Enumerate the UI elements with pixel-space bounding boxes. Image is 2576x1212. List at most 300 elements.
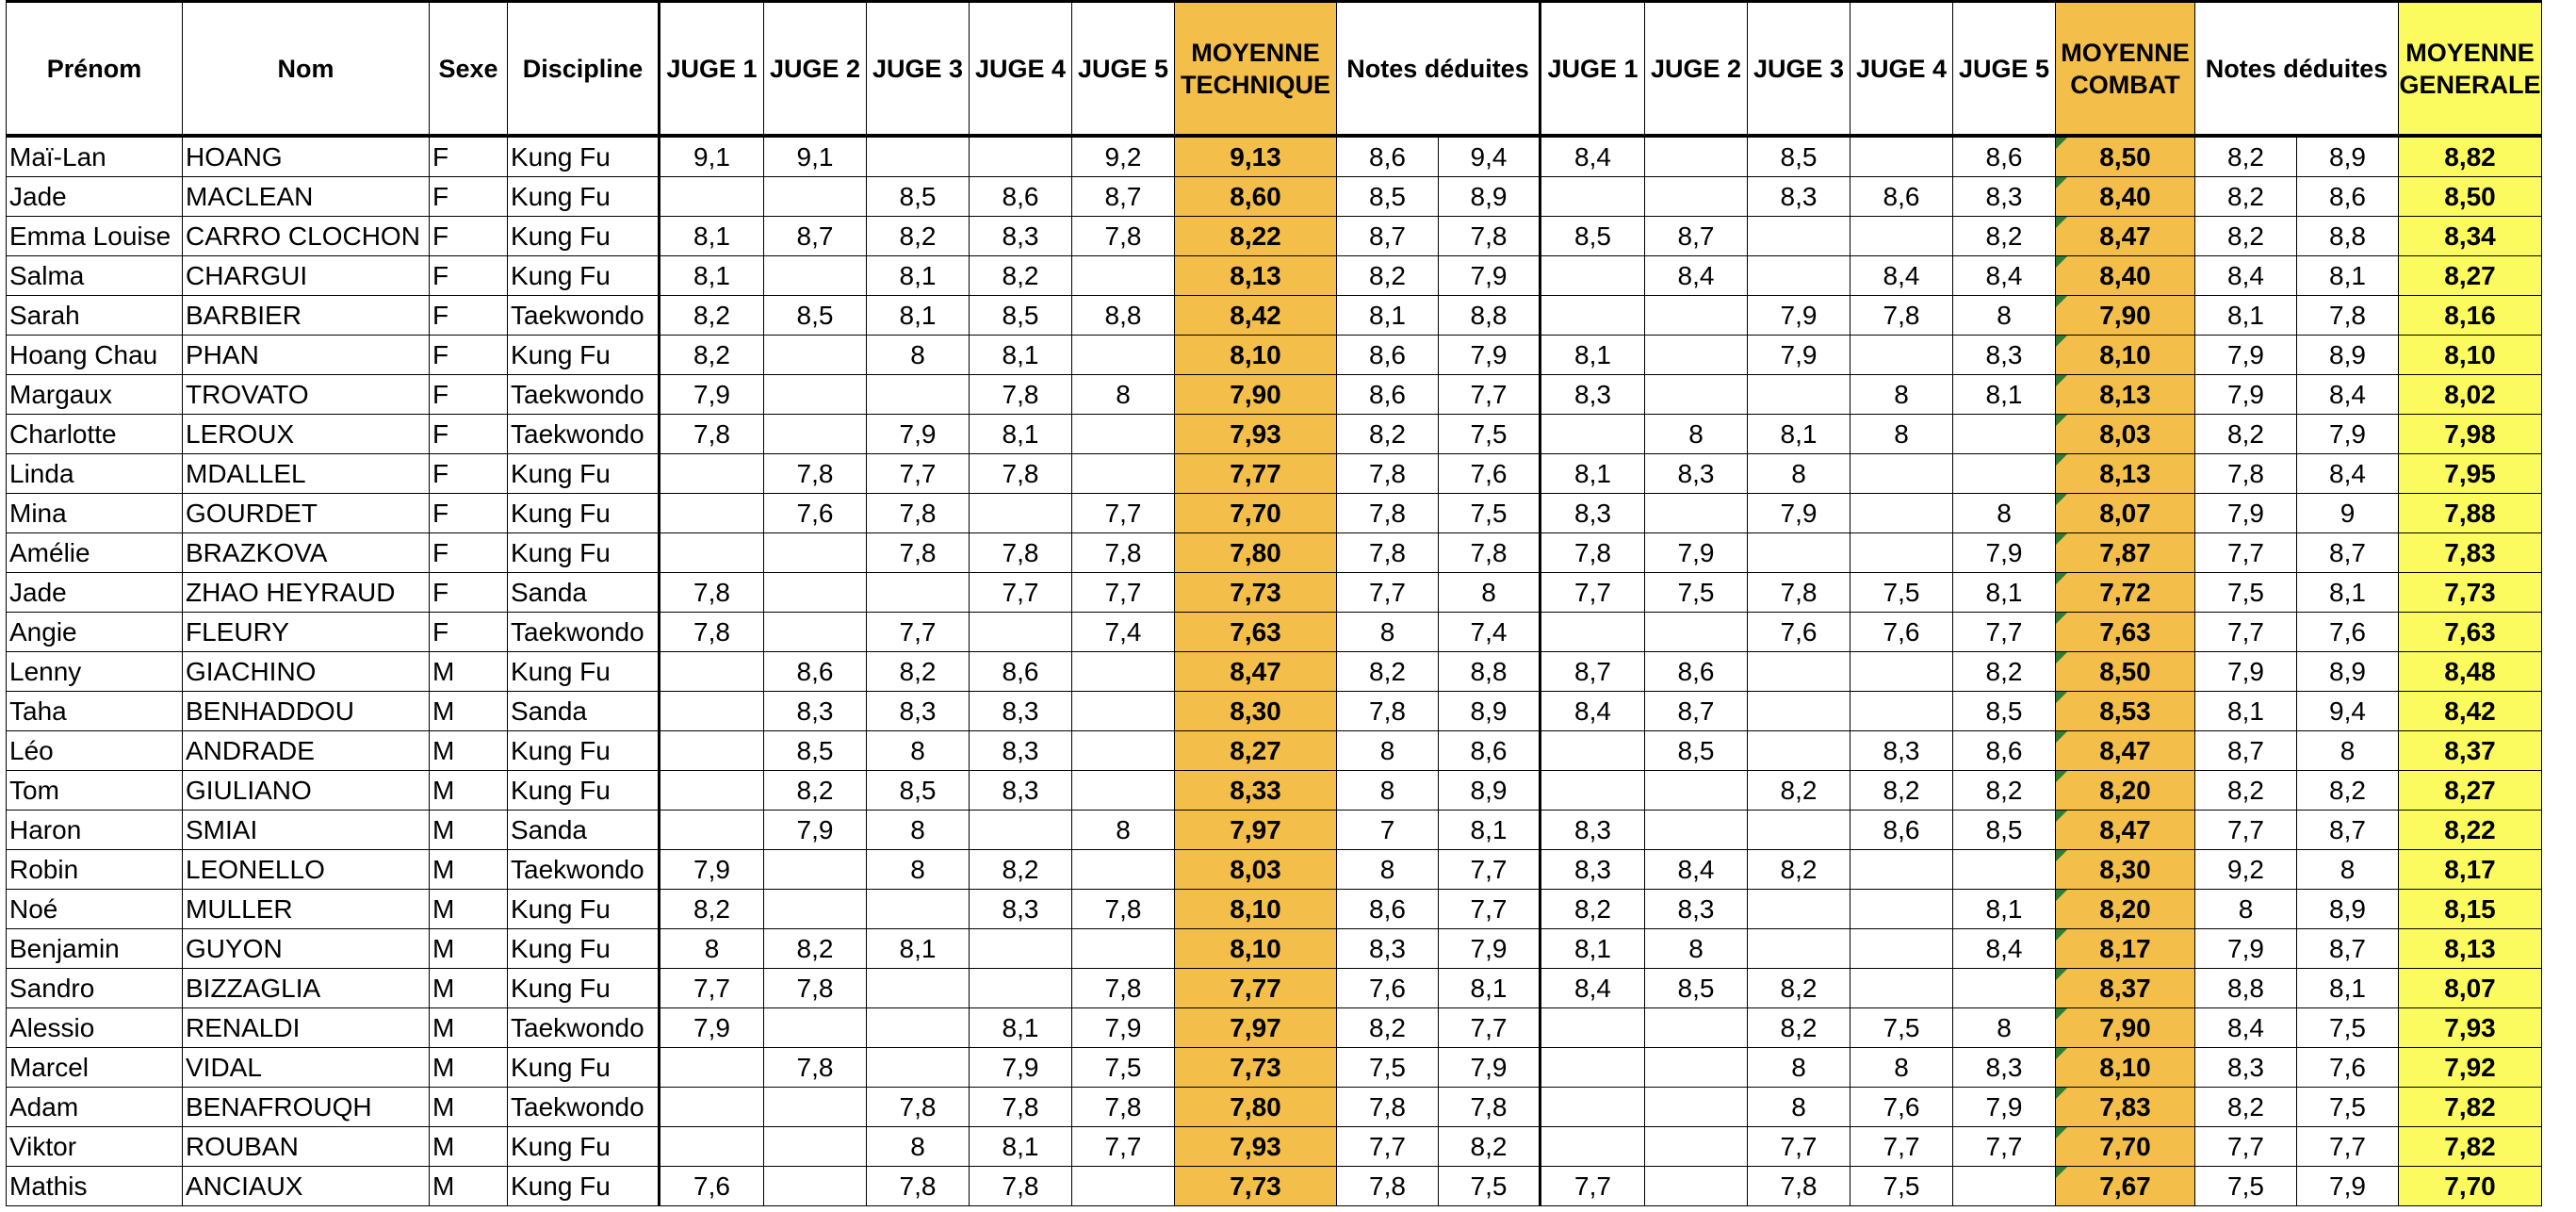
cell-tech-juge-3[interactable]: 7,9 — [867, 415, 970, 454]
cell-sexe[interactable]: M — [430, 652, 508, 692]
cell-tech-juge-1[interactable] — [660, 494, 764, 533]
cell-tech-juge-2[interactable] — [764, 533, 867, 573]
cell-combat-juge-2[interactable]: 8,6 — [1645, 652, 1748, 692]
cell-deduite-tech-1[interactable]: 7,8 — [1337, 494, 1439, 533]
cell-combat-juge-5[interactable]: 7,7 — [1953, 1127, 2056, 1167]
cell-prenom[interactable]: Emma Louise — [7, 217, 183, 256]
cell-moyenne-generale[interactable]: 8,27 — [2399, 771, 2542, 811]
cell-deduite-combat-1[interactable]: 7,9 — [2195, 929, 2297, 969]
cell-tech-juge-2[interactable]: 8,2 — [764, 771, 867, 811]
cell-sexe[interactable]: M — [430, 1088, 508, 1127]
cell-deduite-combat-2[interactable]: 8 — [2297, 731, 2399, 771]
cell-deduite-tech-1[interactable]: 7 — [1337, 811, 1439, 850]
cell-tech-juge-2[interactable]: 7,8 — [764, 1048, 867, 1088]
cell-deduite-tech-2[interactable]: 7,7 — [1439, 1008, 1541, 1048]
cell-tech-juge-1[interactable]: 7,7 — [660, 969, 764, 1008]
cell-deduite-tech-1[interactable]: 8 — [1337, 613, 1439, 652]
cell-combat-juge-3[interactable]: 8 — [1748, 454, 1850, 494]
cell-combat-juge-4[interactable] — [1850, 652, 1953, 692]
cell-combat-juge-1[interactable]: 8,4 — [1541, 969, 1645, 1008]
cell-deduite-tech-2[interactable]: 7,5 — [1439, 1167, 1541, 1206]
cell-discipline[interactable]: Taekwondo — [508, 850, 660, 890]
cell-combat-juge-4[interactable] — [1850, 494, 1953, 533]
cell-combat-juge-5[interactable]: 8,2 — [1953, 652, 2056, 692]
cell-tech-juge-1[interactable] — [660, 692, 764, 731]
cell-tech-juge-1[interactable]: 8,2 — [660, 890, 764, 929]
cell-tech-juge-5[interactable] — [1072, 850, 1175, 890]
cell-tech-juge-1[interactable] — [660, 533, 764, 573]
cell-moyenne-technique[interactable]: 8,13 — [1175, 256, 1337, 296]
cell-moyenne-generale[interactable]: 7,82 — [2399, 1127, 2542, 1167]
cell-nom[interactable]: SMIAI — [183, 811, 430, 850]
cell-combat-juge-2[interactable]: 8,4 — [1645, 850, 1748, 890]
cell-nom[interactable]: MACLEAN — [183, 177, 430, 217]
cell-combat-juge-3[interactable] — [1748, 533, 1850, 573]
cell-deduite-tech-1[interactable]: 8,5 — [1337, 177, 1439, 217]
cell-discipline[interactable]: Kung Fu — [508, 929, 660, 969]
cell-nom[interactable]: ANCIAUX — [183, 1167, 430, 1206]
cell-sexe[interactable]: F — [430, 256, 508, 296]
cell-deduite-combat-2[interactable]: 8 — [2297, 850, 2399, 890]
cell-combat-juge-4[interactable] — [1850, 217, 1953, 256]
cell-tech-juge-4[interactable]: 8,6 — [970, 177, 1072, 217]
cell-deduite-tech-2[interactable]: 8,1 — [1439, 969, 1541, 1008]
cell-nom[interactable]: ZHAO HEYRAUD — [183, 573, 430, 613]
cell-tech-juge-5[interactable] — [1072, 652, 1175, 692]
cell-tech-juge-3[interactable]: 7,8 — [867, 533, 970, 573]
cell-deduite-tech-2[interactable]: 7,9 — [1439, 336, 1541, 375]
cell-tech-juge-4[interactable]: 7,8 — [970, 454, 1072, 494]
cell-sexe[interactable]: F — [430, 217, 508, 256]
cell-deduite-tech-1[interactable]: 8 — [1337, 731, 1439, 771]
cell-combat-juge-4[interactable]: 8 — [1850, 415, 1953, 454]
cell-deduite-tech-2[interactable]: 7,5 — [1439, 494, 1541, 533]
cell-sexe[interactable]: M — [430, 850, 508, 890]
cell-combat-juge-4[interactable] — [1850, 929, 1953, 969]
cell-deduite-tech-2[interactable]: 7,7 — [1439, 850, 1541, 890]
cell-moyenne-technique[interactable]: 8,10 — [1175, 929, 1337, 969]
cell-prenom[interactable]: Noé — [7, 890, 183, 929]
cell-tech-juge-2[interactable] — [764, 1127, 867, 1167]
cell-deduite-combat-2[interactable]: 8,4 — [2297, 454, 2399, 494]
cell-deduite-tech-1[interactable]: 7,8 — [1337, 1167, 1439, 1206]
cell-combat-juge-1[interactable]: 8,5 — [1541, 217, 1645, 256]
cell-moyenne-combat[interactable]: 8,40 — [2056, 256, 2195, 296]
cell-combat-juge-1[interactable]: 8,4 — [1541, 136, 1645, 177]
cell-discipline[interactable]: Sanda — [508, 811, 660, 850]
cell-discipline[interactable]: Kung Fu — [508, 454, 660, 494]
cell-deduite-combat-1[interactable]: 8,1 — [2195, 692, 2297, 731]
cell-combat-juge-4[interactable]: 7,7 — [1850, 1127, 1953, 1167]
cell-nom[interactable]: GIACHINO — [183, 652, 430, 692]
cell-nom[interactable]: TROVATO — [183, 375, 430, 415]
cell-tech-juge-3[interactable] — [867, 969, 970, 1008]
cell-prenom[interactable]: Mathis — [7, 1167, 183, 1206]
cell-moyenne-combat[interactable]: 7,63 — [2056, 613, 2195, 652]
cell-combat-juge-1[interactable] — [1541, 256, 1645, 296]
cell-deduite-combat-2[interactable]: 9 — [2297, 494, 2399, 533]
cell-tech-juge-1[interactable]: 8,2 — [660, 296, 764, 336]
cell-tech-juge-5[interactable] — [1072, 929, 1175, 969]
cell-prenom[interactable]: Benjamin — [7, 929, 183, 969]
cell-tech-juge-4[interactable]: 8,3 — [970, 217, 1072, 256]
cell-combat-juge-2[interactable] — [1645, 1088, 1748, 1127]
cell-deduite-combat-1[interactable]: 8,2 — [2195, 415, 2297, 454]
cell-moyenne-combat[interactable]: 8,20 — [2056, 771, 2195, 811]
cell-tech-juge-5[interactable] — [1072, 415, 1175, 454]
cell-nom[interactable]: GUYON — [183, 929, 430, 969]
cell-deduite-tech-1[interactable]: 7,8 — [1337, 454, 1439, 494]
cell-moyenne-technique[interactable]: 7,80 — [1175, 1088, 1337, 1127]
cell-tech-juge-2[interactable]: 7,9 — [764, 811, 867, 850]
cell-tech-juge-4[interactable]: 8,3 — [970, 890, 1072, 929]
cell-sexe[interactable]: F — [430, 573, 508, 613]
cell-tech-juge-3[interactable] — [867, 573, 970, 613]
cell-moyenne-combat[interactable]: 8,53 — [2056, 692, 2195, 731]
cell-combat-juge-4[interactable] — [1850, 692, 1953, 731]
cell-prenom[interactable]: Taha — [7, 692, 183, 731]
cell-deduite-tech-1[interactable]: 8,2 — [1337, 1008, 1439, 1048]
cell-discipline[interactable]: Kung Fu — [508, 1048, 660, 1088]
cell-combat-juge-5[interactable]: 8,4 — [1953, 256, 2056, 296]
cell-moyenne-combat[interactable]: 8,30 — [2056, 850, 2195, 890]
cell-combat-juge-1[interactable] — [1541, 1088, 1645, 1127]
cell-discipline[interactable]: Kung Fu — [508, 136, 660, 177]
cell-tech-juge-3[interactable]: 8 — [867, 336, 970, 375]
cell-sexe[interactable]: F — [430, 494, 508, 533]
cell-tech-juge-2[interactable] — [764, 177, 867, 217]
cell-deduite-tech-2[interactable]: 7,7 — [1439, 890, 1541, 929]
cell-combat-juge-1[interactable]: 8,3 — [1541, 494, 1645, 533]
cell-tech-juge-2[interactable] — [764, 415, 867, 454]
cell-deduite-tech-1[interactable]: 8,6 — [1337, 890, 1439, 929]
cell-moyenne-technique[interactable]: 7,73 — [1175, 573, 1337, 613]
cell-combat-juge-3[interactable] — [1748, 731, 1850, 771]
cell-deduite-combat-1[interactable]: 8,3 — [2195, 1048, 2297, 1088]
cell-moyenne-combat[interactable]: 8,37 — [2056, 969, 2195, 1008]
cell-combat-juge-2[interactable] — [1645, 811, 1748, 850]
cell-combat-juge-1[interactable]: 7,7 — [1541, 573, 1645, 613]
cell-prenom[interactable]: Haron — [7, 811, 183, 850]
cell-combat-juge-2[interactable] — [1645, 1048, 1748, 1088]
cell-combat-juge-3[interactable]: 7,9 — [1748, 336, 1850, 375]
cell-deduite-tech-1[interactable]: 8,6 — [1337, 375, 1439, 415]
cell-moyenne-combat[interactable]: 7,90 — [2056, 1008, 2195, 1048]
cell-prenom[interactable]: Robin — [7, 850, 183, 890]
cell-tech-juge-5[interactable]: 7,7 — [1072, 494, 1175, 533]
cell-moyenne-technique[interactable]: 7,73 — [1175, 1167, 1337, 1206]
cell-deduite-tech-1[interactable]: 8,6 — [1337, 136, 1439, 177]
cell-combat-juge-5[interactable]: 8,3 — [1953, 177, 2056, 217]
cell-tech-juge-1[interactable] — [660, 652, 764, 692]
cell-moyenne-technique[interactable]: 7,93 — [1175, 1127, 1337, 1167]
cell-tech-juge-3[interactable]: 8 — [867, 811, 970, 850]
cell-deduite-tech-2[interactable]: 8,1 — [1439, 811, 1541, 850]
cell-combat-juge-3[interactable]: 7,9 — [1748, 296, 1850, 336]
cell-prenom[interactable]: Margaux — [7, 375, 183, 415]
cell-moyenne-generale[interactable]: 7,88 — [2399, 494, 2542, 533]
cell-tech-juge-5[interactable] — [1072, 336, 1175, 375]
cell-tech-juge-1[interactable] — [660, 1048, 764, 1088]
cell-moyenne-generale[interactable]: 8,82 — [2399, 136, 2542, 177]
cell-tech-juge-5[interactable]: 8 — [1072, 811, 1175, 850]
cell-deduite-tech-2[interactable]: 8,9 — [1439, 771, 1541, 811]
cell-discipline[interactable]: Kung Fu — [508, 336, 660, 375]
cell-tech-juge-5[interactable]: 7,9 — [1072, 1008, 1175, 1048]
cell-moyenne-generale[interactable]: 8,27 — [2399, 256, 2542, 296]
cell-tech-juge-5[interactable]: 7,8 — [1072, 890, 1175, 929]
cell-combat-juge-5[interactable]: 8 — [1953, 296, 2056, 336]
cell-tech-juge-1[interactable]: 7,9 — [660, 1008, 764, 1048]
cell-tech-juge-5[interactable] — [1072, 692, 1175, 731]
cell-combat-juge-4[interactable]: 8 — [1850, 1048, 1953, 1088]
cell-sexe[interactable]: M — [430, 929, 508, 969]
cell-combat-juge-4[interactable]: 8,3 — [1850, 731, 1953, 771]
cell-combat-juge-1[interactable]: 8,1 — [1541, 336, 1645, 375]
cell-sexe[interactable]: F — [430, 296, 508, 336]
cell-combat-juge-2[interactable] — [1645, 771, 1748, 811]
cell-sexe[interactable]: F — [430, 415, 508, 454]
cell-deduite-tech-1[interactable]: 8,3 — [1337, 929, 1439, 969]
cell-tech-juge-4[interactable]: 8,2 — [970, 256, 1072, 296]
cell-moyenne-combat[interactable]: 7,67 — [2056, 1167, 2195, 1206]
cell-nom[interactable]: FLEURY — [183, 613, 430, 652]
cell-deduite-combat-2[interactable]: 8,6 — [2297, 177, 2399, 217]
cell-combat-juge-4[interactable]: 7,5 — [1850, 1008, 1953, 1048]
cell-combat-juge-3[interactable] — [1748, 256, 1850, 296]
cell-moyenne-combat[interactable]: 8,47 — [2056, 217, 2195, 256]
cell-deduite-tech-2[interactable]: 7,5 — [1439, 415, 1541, 454]
cell-moyenne-technique[interactable]: 8,27 — [1175, 731, 1337, 771]
cell-deduite-combat-2[interactable]: 8,1 — [2297, 573, 2399, 613]
cell-deduite-tech-2[interactable]: 8,8 — [1439, 652, 1541, 692]
cell-tech-juge-5[interactable] — [1072, 1167, 1175, 1206]
cell-tech-juge-1[interactable] — [660, 1088, 764, 1127]
cell-tech-juge-5[interactable]: 7,8 — [1072, 969, 1175, 1008]
cell-tech-juge-4[interactable]: 7,9 — [970, 1048, 1072, 1088]
cell-tech-juge-4[interactable] — [970, 929, 1072, 969]
cell-tech-juge-4[interactable]: 8,1 — [970, 1127, 1072, 1167]
cell-tech-juge-1[interactable]: 7,8 — [660, 613, 764, 652]
cell-tech-juge-5[interactable]: 8 — [1072, 375, 1175, 415]
cell-prenom[interactable]: Tom — [7, 771, 183, 811]
cell-tech-juge-4[interactable]: 7,7 — [970, 573, 1072, 613]
cell-nom[interactable]: GOURDET — [183, 494, 430, 533]
cell-moyenne-technique[interactable]: 8,22 — [1175, 217, 1337, 256]
cell-combat-juge-4[interactable]: 7,6 — [1850, 613, 1953, 652]
cell-deduite-tech-1[interactable]: 8,6 — [1337, 336, 1439, 375]
cell-moyenne-generale[interactable]: 8,48 — [2399, 652, 2542, 692]
cell-nom[interactable]: PHAN — [183, 336, 430, 375]
cell-tech-juge-3[interactable]: 8,1 — [867, 296, 970, 336]
cell-combat-juge-3[interactable] — [1748, 890, 1850, 929]
cell-discipline[interactable]: Kung Fu — [508, 771, 660, 811]
cell-deduite-tech-1[interactable]: 8,1 — [1337, 296, 1439, 336]
cell-nom[interactable]: MULLER — [183, 890, 430, 929]
cell-deduite-tech-2[interactable]: 9,4 — [1439, 136, 1541, 177]
cell-nom[interactable]: ROUBAN — [183, 1127, 430, 1167]
cell-combat-juge-1[interactable] — [1541, 1008, 1645, 1048]
cell-tech-juge-2[interactable]: 9,1 — [764, 136, 867, 177]
cell-nom[interactable]: HOANG — [183, 136, 430, 177]
cell-deduite-tech-2[interactable]: 8 — [1439, 573, 1541, 613]
cell-tech-juge-5[interactable]: 7,8 — [1072, 217, 1175, 256]
cell-combat-juge-1[interactable] — [1541, 177, 1645, 217]
cell-nom[interactable]: BENAFROUQH — [183, 1088, 430, 1127]
cell-nom[interactable]: GIULIANO — [183, 771, 430, 811]
cell-tech-juge-2[interactable]: 8,7 — [764, 217, 867, 256]
cell-deduite-tech-1[interactable]: 7,8 — [1337, 692, 1439, 731]
cell-deduite-tech-2[interactable]: 7,6 — [1439, 454, 1541, 494]
cell-combat-juge-3[interactable]: 7,8 — [1748, 1167, 1850, 1206]
cell-combat-juge-5[interactable]: 8,3 — [1953, 1048, 2056, 1088]
cell-tech-juge-3[interactable]: 8 — [867, 731, 970, 771]
cell-deduite-tech-1[interactable]: 7,8 — [1337, 1088, 1439, 1127]
cell-deduite-combat-1[interactable]: 7,9 — [2195, 652, 2297, 692]
cell-deduite-combat-2[interactable]: 8,4 — [2297, 375, 2399, 415]
cell-combat-juge-1[interactable]: 7,8 — [1541, 533, 1645, 573]
cell-prenom[interactable]: Léo — [7, 731, 183, 771]
cell-tech-juge-3[interactable]: 8,5 — [867, 177, 970, 217]
cell-nom[interactable]: BENHADDOU — [183, 692, 430, 731]
cell-moyenne-combat[interactable]: 8,10 — [2056, 1048, 2195, 1088]
cell-deduite-combat-1[interactable]: 8,1 — [2195, 296, 2297, 336]
cell-tech-juge-2[interactable] — [764, 375, 867, 415]
cell-discipline[interactable]: Taekwondo — [508, 415, 660, 454]
cell-moyenne-generale[interactable]: 8,13 — [2399, 929, 2542, 969]
cell-combat-juge-2[interactable]: 8,5 — [1645, 969, 1748, 1008]
cell-combat-juge-5[interactable]: 8,1 — [1953, 375, 2056, 415]
cell-tech-juge-3[interactable]: 7,7 — [867, 454, 970, 494]
cell-combat-juge-5[interactable] — [1953, 454, 2056, 494]
cell-tech-juge-2[interactable]: 7,6 — [764, 494, 867, 533]
cell-combat-juge-4[interactable]: 7,8 — [1850, 296, 1953, 336]
cell-deduite-combat-1[interactable]: 8,8 — [2195, 969, 2297, 1008]
cell-tech-juge-4[interactable]: 7,8 — [970, 1088, 1072, 1127]
cell-deduite-tech-1[interactable]: 7,8 — [1337, 533, 1439, 573]
cell-tech-juge-2[interactable] — [764, 573, 867, 613]
cell-moyenne-generale[interactable]: 8,42 — [2399, 692, 2542, 731]
cell-nom[interactable]: ANDRADE — [183, 731, 430, 771]
cell-deduite-combat-2[interactable]: 9,4 — [2297, 692, 2399, 731]
cell-tech-juge-2[interactable]: 8,3 — [764, 692, 867, 731]
cell-sexe[interactable]: M — [430, 731, 508, 771]
cell-tech-juge-5[interactable] — [1072, 771, 1175, 811]
cell-combat-juge-2[interactable] — [1645, 336, 1748, 375]
cell-moyenne-technique[interactable]: 8,60 — [1175, 177, 1337, 217]
cell-tech-juge-4[interactable]: 8,6 — [970, 652, 1072, 692]
cell-tech-juge-4[interactable]: 7,8 — [970, 375, 1072, 415]
cell-tech-juge-5[interactable]: 8,8 — [1072, 296, 1175, 336]
cell-combat-juge-5[interactable]: 7,9 — [1953, 1088, 2056, 1127]
cell-moyenne-technique[interactable]: 8,10 — [1175, 336, 1337, 375]
cell-tech-juge-1[interactable]: 7,8 — [660, 415, 764, 454]
cell-combat-juge-4[interactable] — [1850, 850, 1953, 890]
cell-deduite-combat-2[interactable]: 8,1 — [2297, 256, 2399, 296]
cell-sexe[interactable]: F — [430, 336, 508, 375]
cell-tech-juge-1[interactable]: 8,2 — [660, 336, 764, 375]
cell-discipline[interactable]: Sanda — [508, 692, 660, 731]
cell-combat-juge-2[interactable]: 8,5 — [1645, 731, 1748, 771]
cell-prenom[interactable]: Sarah — [7, 296, 183, 336]
cell-deduite-combat-2[interactable]: 8,2 — [2297, 771, 2399, 811]
cell-combat-juge-5[interactable]: 8,6 — [1953, 731, 2056, 771]
cell-moyenne-combat[interactable]: 8,20 — [2056, 890, 2195, 929]
cell-tech-juge-2[interactable] — [764, 1167, 867, 1206]
cell-combat-juge-2[interactable] — [1645, 613, 1748, 652]
cell-deduite-combat-1[interactable]: 7,8 — [2195, 454, 2297, 494]
cell-tech-juge-5[interactable]: 8,7 — [1072, 177, 1175, 217]
cell-deduite-combat-1[interactable]: 8,2 — [2195, 1088, 2297, 1127]
cell-moyenne-combat[interactable]: 8,17 — [2056, 929, 2195, 969]
cell-combat-juge-2[interactable]: 8,7 — [1645, 217, 1748, 256]
cell-moyenne-combat[interactable]: 8,07 — [2056, 494, 2195, 533]
cell-deduite-combat-1[interactable]: 8,2 — [2195, 136, 2297, 177]
cell-tech-juge-3[interactable]: 8,1 — [867, 256, 970, 296]
cell-tech-juge-5[interactable]: 7,7 — [1072, 573, 1175, 613]
cell-deduite-tech-2[interactable]: 8,2 — [1439, 1127, 1541, 1167]
cell-moyenne-generale[interactable]: 8,34 — [2399, 217, 2542, 256]
cell-combat-juge-1[interactable] — [1541, 731, 1645, 771]
cell-combat-juge-1[interactable]: 7,7 — [1541, 1167, 1645, 1206]
cell-combat-juge-5[interactable]: 8,6 — [1953, 136, 2056, 177]
cell-tech-juge-4[interactable] — [970, 969, 1072, 1008]
cell-moyenne-technique[interactable]: 8,30 — [1175, 692, 1337, 731]
cell-combat-juge-2[interactable] — [1645, 375, 1748, 415]
cell-combat-juge-4[interactable] — [1850, 336, 1953, 375]
cell-moyenne-combat[interactable]: 7,72 — [2056, 573, 2195, 613]
cell-nom[interactable]: CARRO CLOCHON — [183, 217, 430, 256]
cell-discipline[interactable]: Sanda — [508, 573, 660, 613]
cell-combat-juge-3[interactable]: 8,2 — [1748, 969, 1850, 1008]
cell-discipline[interactable]: Kung Fu — [508, 969, 660, 1008]
cell-sexe[interactable]: M — [430, 890, 508, 929]
cell-moyenne-generale[interactable]: 7,73 — [2399, 573, 2542, 613]
cell-combat-juge-4[interactable]: 7,5 — [1850, 573, 1953, 613]
cell-sexe[interactable]: M — [430, 692, 508, 731]
cell-combat-juge-4[interactable]: 7,5 — [1850, 1167, 1953, 1206]
cell-combat-juge-5[interactable]: 8 — [1953, 494, 2056, 533]
cell-combat-juge-3[interactable]: 8,2 — [1748, 850, 1850, 890]
cell-moyenne-technique[interactable]: 8,10 — [1175, 890, 1337, 929]
cell-combat-juge-4[interactable] — [1850, 533, 1953, 573]
cell-deduite-tech-1[interactable]: 8 — [1337, 850, 1439, 890]
cell-moyenne-generale[interactable]: 7,70 — [2399, 1167, 2542, 1206]
cell-tech-juge-2[interactable]: 7,8 — [764, 454, 867, 494]
cell-nom[interactable]: VIDAL — [183, 1048, 430, 1088]
cell-nom[interactable]: CHARGUI — [183, 256, 430, 296]
cell-moyenne-generale[interactable]: 8,15 — [2399, 890, 2542, 929]
cell-moyenne-technique[interactable]: 7,97 — [1175, 1008, 1337, 1048]
cell-combat-juge-3[interactable]: 8,5 — [1748, 136, 1850, 177]
cell-tech-juge-1[interactable]: 7,9 — [660, 850, 764, 890]
cell-deduite-combat-1[interactable]: 7,7 — [2195, 1127, 2297, 1167]
cell-nom[interactable]: MDALLEL — [183, 454, 430, 494]
cell-deduite-combat-1[interactable]: 8,2 — [2195, 217, 2297, 256]
cell-prenom[interactable]: Salma — [7, 256, 183, 296]
cell-combat-juge-2[interactable]: 8,4 — [1645, 256, 1748, 296]
cell-moyenne-combat[interactable]: 8,50 — [2056, 136, 2195, 177]
cell-discipline[interactable]: Kung Fu — [508, 256, 660, 296]
cell-tech-juge-4[interactable]: 7,8 — [970, 533, 1072, 573]
cell-moyenne-combat[interactable]: 7,90 — [2056, 296, 2195, 336]
cell-discipline[interactable]: Kung Fu — [508, 1127, 660, 1167]
cell-tech-juge-4[interactable]: 8,3 — [970, 692, 1072, 731]
cell-moyenne-technique[interactable]: 8,03 — [1175, 850, 1337, 890]
cell-nom[interactable]: LEONELLO — [183, 850, 430, 890]
cell-moyenne-combat[interactable]: 7,83 — [2056, 1088, 2195, 1127]
cell-moyenne-generale[interactable]: 8,22 — [2399, 811, 2542, 850]
